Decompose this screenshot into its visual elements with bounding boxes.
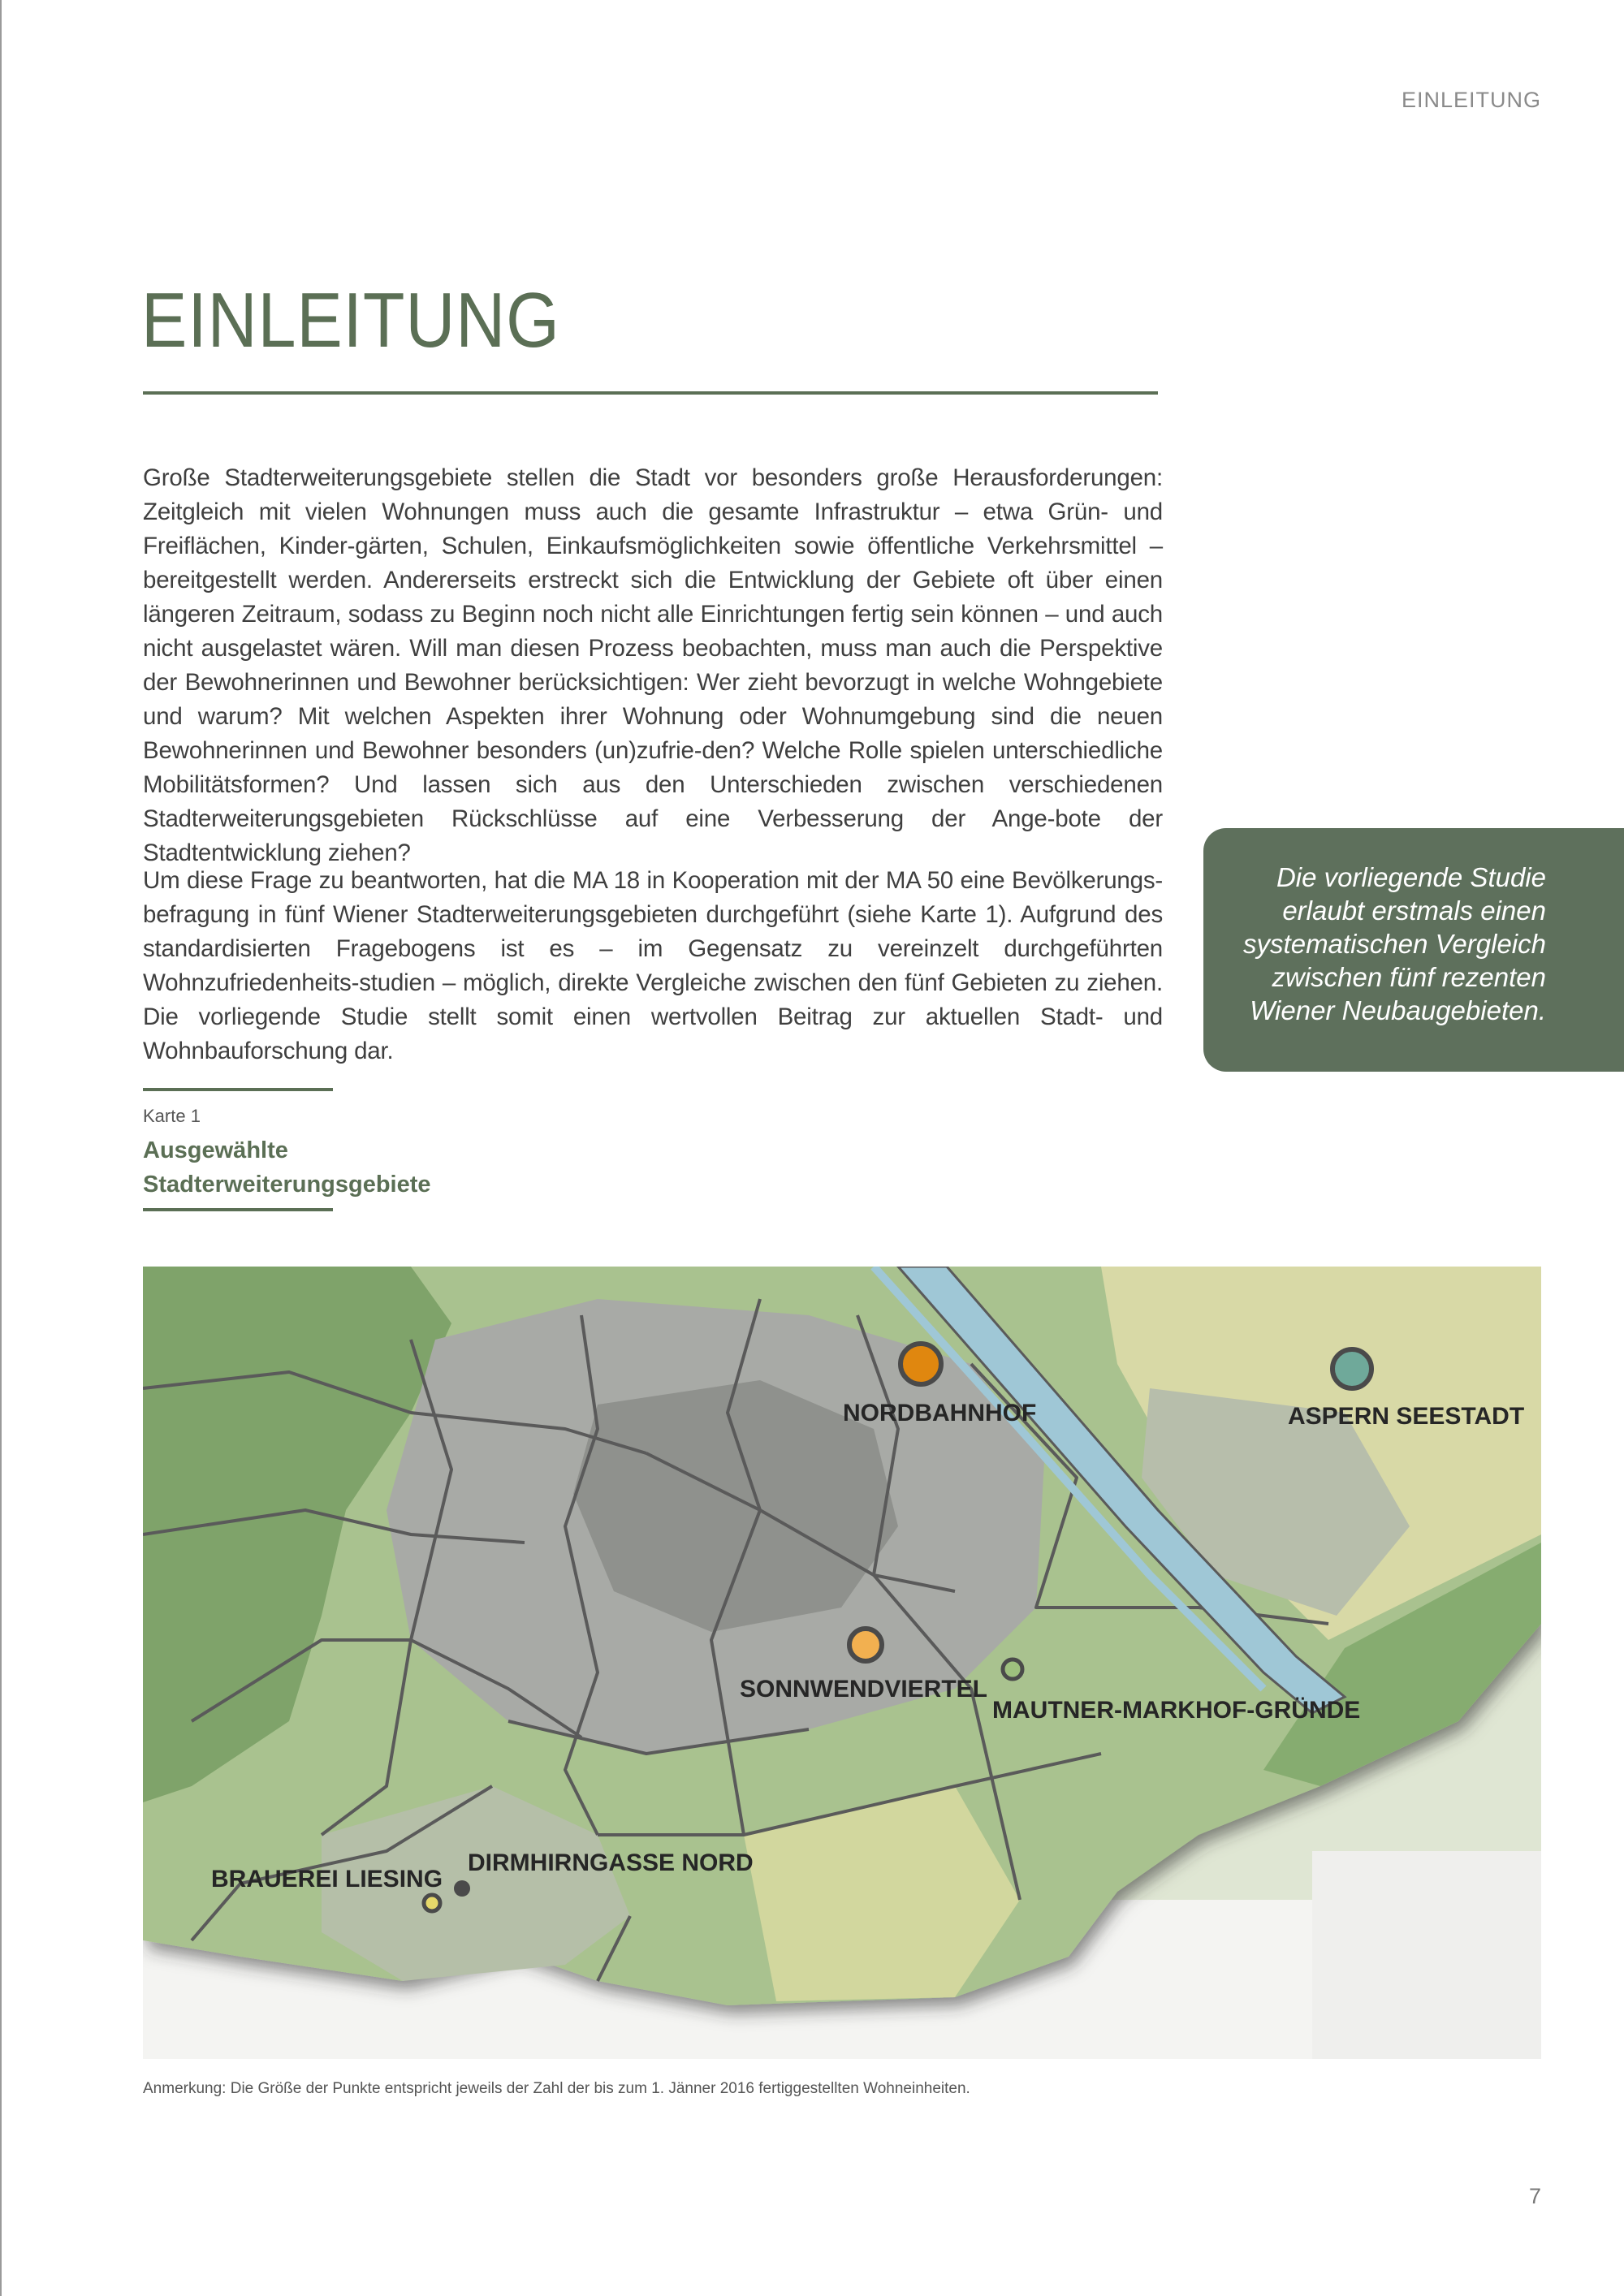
map-outside-east (1312, 1851, 1541, 2059)
marker-aspern-seestadt (1332, 1349, 1371, 1388)
marker-dirmhirngasse-nord (454, 1880, 470, 1897)
label-nordbahnhof: NORDBAHNHOF (843, 1400, 1037, 1426)
marker-nordbahnhof (901, 1344, 941, 1384)
intro-paragraph-1: Große Stadterweiterungsgebiete stellen die Stadt vor besonders große Herausforderungen: Zeitgleich mit vielen Wohnungen muss auch die gesamte Infrastruktur – etwa Grün- und Freiflächen, Kinder-gärten, Schulen, Einkaufsmöglichkeiten sowie öffentliche Verkehrsmittel – bereitgestellt werden. Andererseits erstreckt sich die Entwicklung der Gebiete oft über einen längeren Zeitraum, sodass zu Beginn noch nicht alle Einrichtungen fertig sein können – und auch nicht ausgelastet wären. Will man diesen Prozess beobachten, muss man auch die Perspektive der Bewohnerinnen und Bewohner berücksichtigen: Wer zieht bevorzugt in welche Wohngebiete und warum? Mit welchen Aspekten ihrer Wohnung oder Wohnumgebung sind die neuen Bewohnerinnen und Bewohner besonders (un)zufrie-den? Welche Rolle spielen unterschiedliche Mobilitätsformen? Und lassen sich aus den Unterschieden zwischen verschiedenen Stadterweiterungsgebieten Rückschlüsse auf eine Verbesserung der Ange-bote der Stadtentwicklung ziehen? (143, 464, 1163, 866)
marker-brauerei-liesing (424, 1895, 440, 1911)
vienna-map (143, 1267, 1541, 2059)
figure-title: Ausgewählte Stadterweiterungsgebiete (143, 1137, 431, 1198)
map-figure (143, 1267, 1541, 2059)
label-dirmhirngasse-nord: DIRMHIRNGASSE NORD (468, 1849, 754, 1876)
page-title: EINLEITUNG (141, 277, 560, 364)
pull-quote-text: Die vorliegende Studie erlaubt erstmals einen systematischen Vergleich zwischen fünf rezenten Wiener Neubaugebieten. (1243, 862, 1546, 1025)
figure-note: Anmerkung: Die Größe der Punkte entspricht jeweils der Zahl der bis zum 1. Jänner 2016 fertiggestellten Wohneinheiten. (143, 2080, 970, 2097)
page-number: 7 (1528, 2184, 1541, 2208)
marker-mautner-markhof-gruende (1003, 1659, 1022, 1679)
label-aspern-seestadt: ASPERN SEESTADT (1288, 1403, 1525, 1430)
figure-caption-rule-top (143, 1088, 333, 1091)
label-brauerei-liesing: BRAUEREI LIESING (211, 1866, 443, 1892)
figure-caption-rule-bottom (143, 1208, 333, 1211)
marker-sonnwendviertel (849, 1629, 882, 1661)
figure-label: Karte 1 (143, 1106, 201, 1126)
running-head: EINLEITUNG (1401, 88, 1541, 112)
page-edge-line (0, 0, 2, 2296)
pull-quote-box (1203, 828, 1624, 1072)
title-rule (143, 391, 1158, 395)
label-sonnwendviertel: SONNWENDVIERTEL (740, 1676, 988, 1703)
intro-paragraph-2: Um diese Frage zu beantworten, hat die MA 18 in Kooperation mit der MA 50 eine Bevölkerungs-befragung in fünf Wiener Stadterweiterungsgebieten durchgeführt (siehe Karte 1). Aufgrund des standardisierten Fragebogens ist es – im Gegensatz zu vereinzelt durchgeführten Wohnzufriedenheits-studien – möglich, direkte Vergleiche zwischen den fünf Gebieten zu ziehen. Die vorliegende Studie stellt somit einen wertvollen Beitrag zur aktuellen Stadt- und Wohnbauforschung dar. (143, 867, 1163, 1064)
label-mautner-markhof-gruende: MAUTNER-MARKHOF-GRÜNDE (992, 1697, 1361, 1724)
